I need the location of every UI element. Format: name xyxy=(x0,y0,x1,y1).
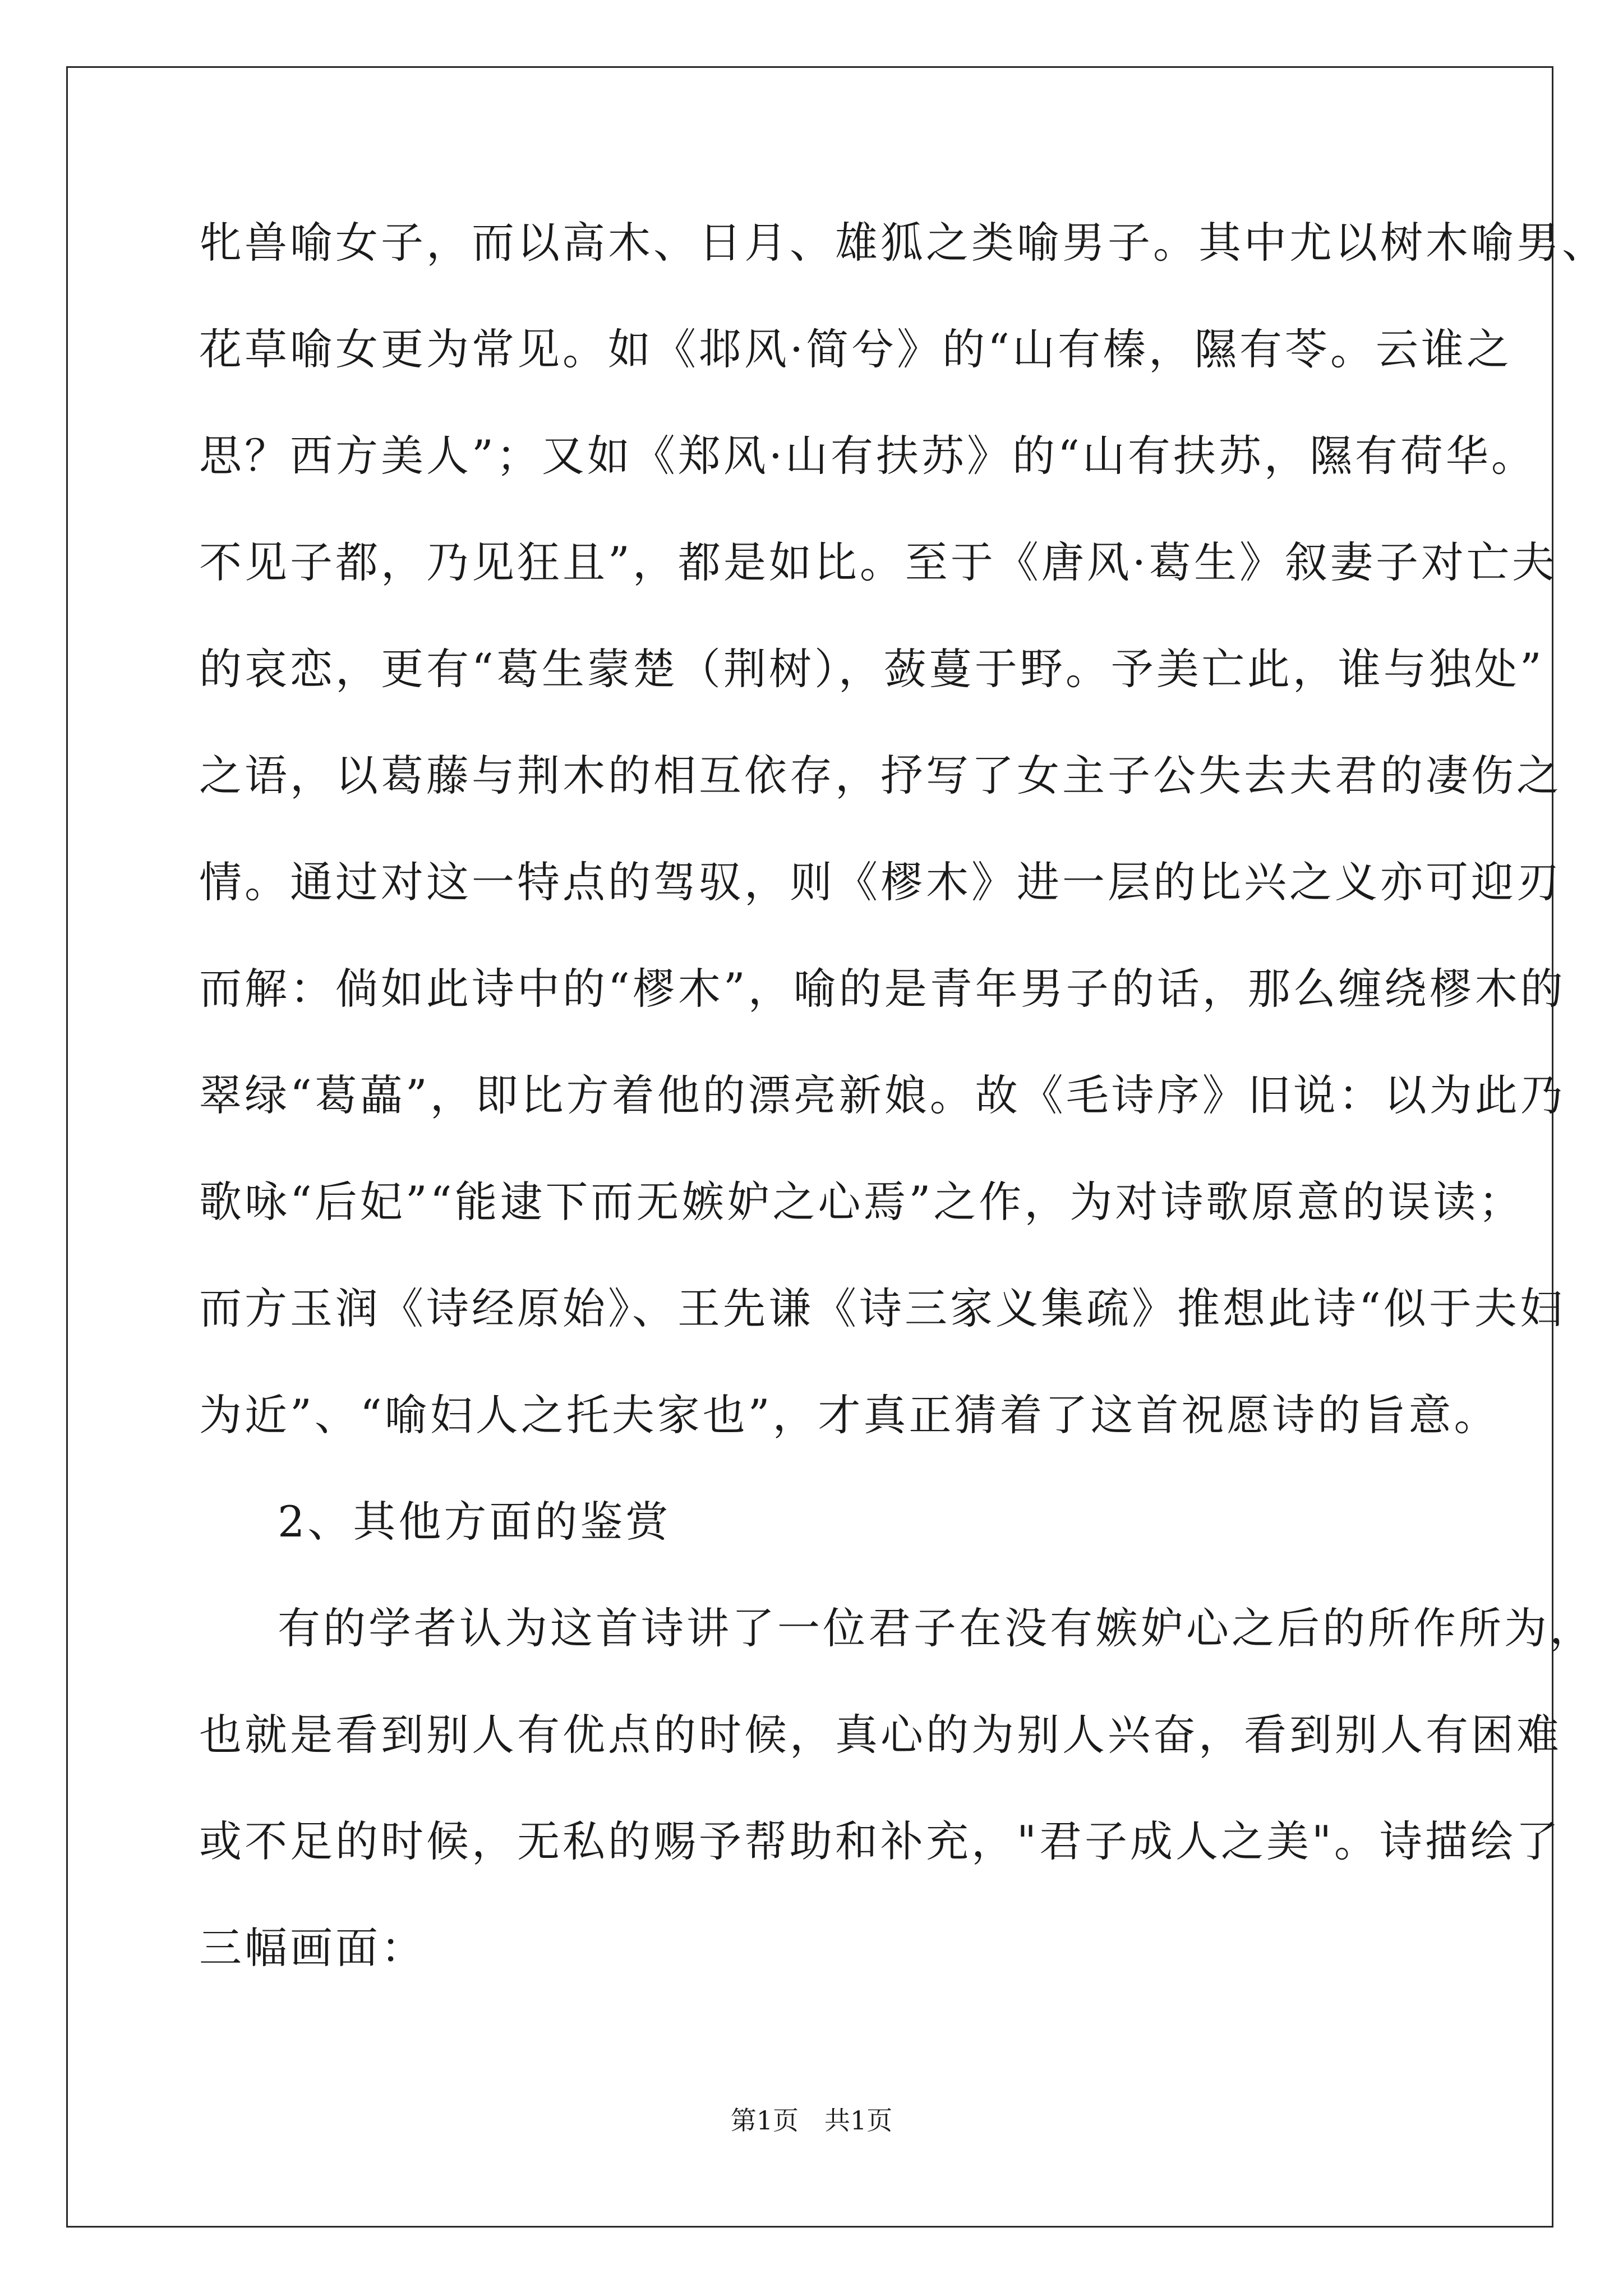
text-line: 思？西方美人”；又如《郑风·山有扶苏》的“山有扶苏，隰有荷华。 xyxy=(199,431,1537,481)
text-line: 牝兽喻女子，而以高木、日月、雄狐之类喻男子。其中尤以树木喻男、 xyxy=(199,218,1607,268)
text-line: 不见子都，乃见狂且”，都是如比。至于《唐风·葛生》叙妻子对亡夫 xyxy=(199,537,1558,587)
text-line: 也就是看到别人有优点的时候，真心的为别人兴奋，看到别人有困难 xyxy=(199,1710,1562,1760)
document-body xyxy=(199,216,1607,2028)
text-line: 的哀恋，更有“葛生蒙楚（荆树），蔹蔓于野。予美亡此，谁与独处” xyxy=(199,644,1544,694)
text-line: 花草喻女更为常见。如《邶风·简兮》的“山有榛，隰有苓。云谁之 xyxy=(199,324,1513,374)
text-line: 或不足的时候，无私的赐予帮助和补充，"君子成人之美"。诗描绘了 xyxy=(199,1816,1561,1866)
text-line: 翠绿“葛藟”，即比方着他的漂亮新娘。故《毛诗序》旧说：以为此乃 xyxy=(199,1070,1566,1120)
text-line: 为近”、“喻妇人之托夫家也”，才真正猜着了这首祝愿诗的旨意。 xyxy=(199,1390,1500,1440)
text-line: 歌咏“后妃”“能逮下而无嫉妒之心焉”之作，为对诗歌原意的误读； xyxy=(199,1177,1524,1227)
text-line: 三幅画面： xyxy=(199,1923,426,1973)
text-line: 而方玉润《诗经原始》、王先谦《诗三家义集疏》推想此诗“似于夫妇 xyxy=(199,1283,1565,1333)
text-line: 而解：倘如此诗中的“樛木”，喻的是青年男子的话，那么缠绕樛木的 xyxy=(199,964,1566,1014)
section-heading: 2、其他方面的鉴赏 xyxy=(278,1497,671,1547)
page-number-footer: 第1页 共1页 xyxy=(730,2105,893,2136)
paragraph-start-line: 有的学者认为这首诗讲了一位君子在没有嫉妒心之后的所作所为， xyxy=(278,1603,1595,1653)
text-line: 情。通过对这一特点的驾驭，则《樛木》进一层的比兴之义亦可迎刃 xyxy=(199,857,1562,907)
text-line: 之语，以葛藤与荆木的相互依存，抒写了女主子公失去夫君的凄伤之 xyxy=(199,751,1562,800)
